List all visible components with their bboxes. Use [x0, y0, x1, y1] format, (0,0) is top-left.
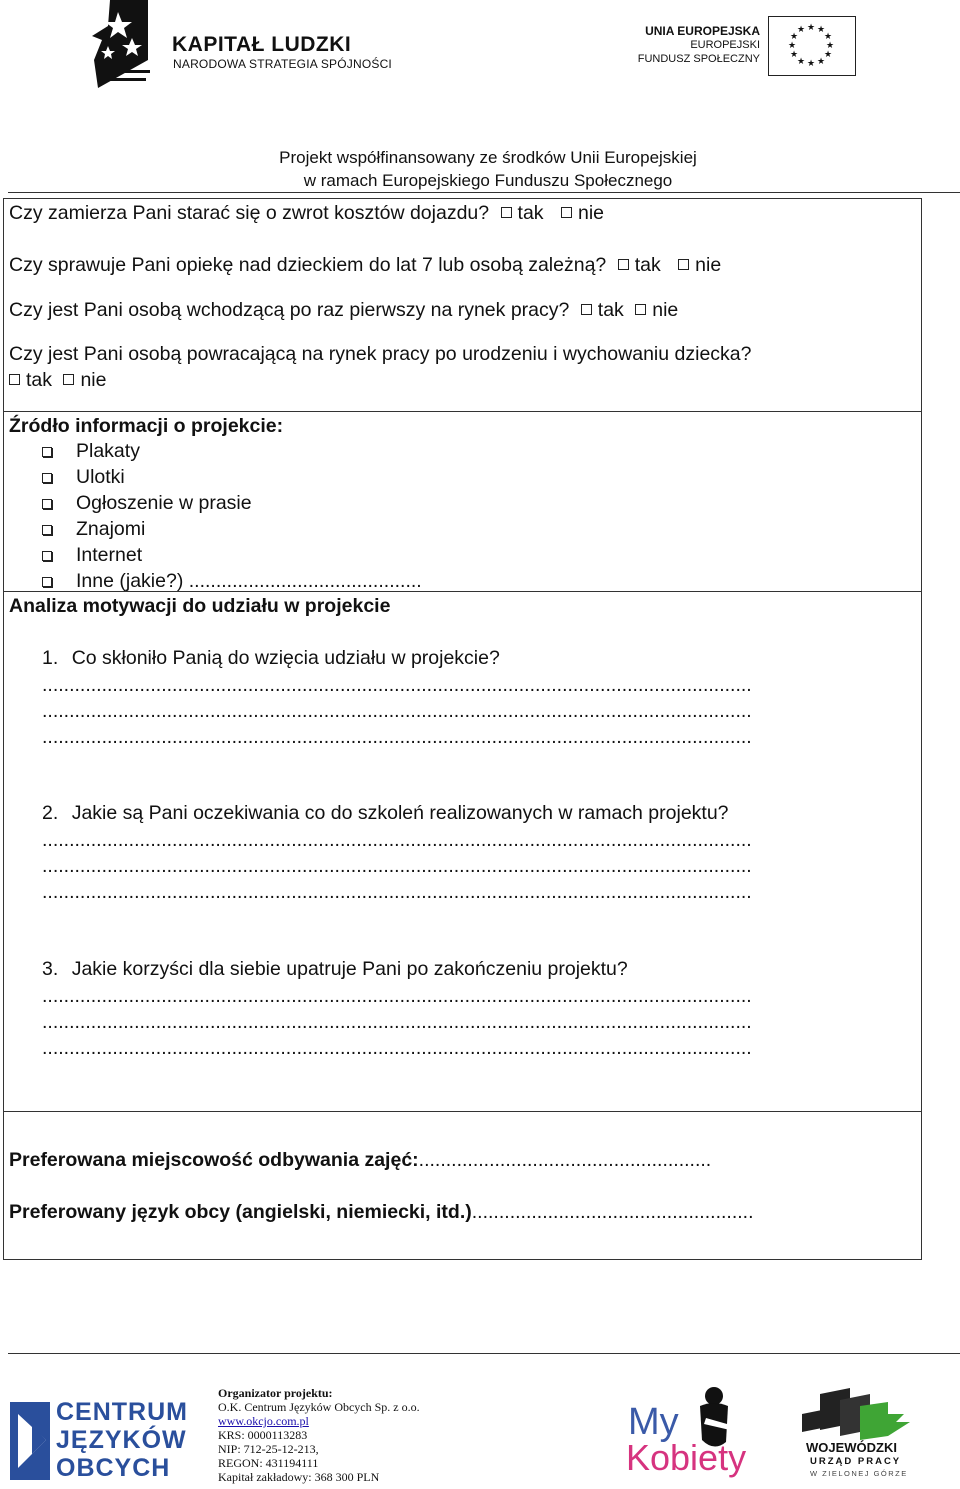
no-checkbox[interactable]	[678, 259, 689, 270]
question-travel-cost	[9, 201, 604, 225]
option-label: Inne (jakie?)	[76, 570, 184, 592]
checkbox-icon[interactable]	[42, 577, 52, 587]
svg-text:★: ★	[816, 57, 826, 67]
question-text: Co skłoniło Panią do wzięcia udziału w projekcie?	[71, 647, 500, 669]
motivation-question-2	[42, 801, 729, 825]
wup-line1: WOJEWÓDZKI	[806, 1440, 897, 1455]
cofinance-line2: w ramach Europejskiego Funduszu Społecznego	[303, 171, 673, 190]
question-number: 3.	[42, 958, 59, 980]
svg-text:★: ★	[823, 50, 833, 60]
option-label: Ulotki	[76, 466, 125, 488]
other-input-dots[interactable]: ...........................................	[188, 570, 422, 592]
organizer-name: O.K. Centrum Języków Obcych Sp. z o.o.	[218, 1400, 420, 1414]
no-checkbox[interactable]	[635, 304, 646, 315]
cjo-line3: OBCYCH	[56, 1454, 171, 1482]
question-text: Czy jest Pani osobą wchodzącą po raz pierwszy na rynek pracy?	[9, 299, 570, 321]
my-kobiety-logo	[622, 1382, 752, 1482]
question-first-job	[9, 298, 678, 322]
svg-text:★: ★	[823, 32, 833, 42]
option-label: Ogłoszenie w prasie	[76, 492, 252, 514]
organizer-capital: Kapitał zakładowy: 368 300 PLN	[218, 1470, 380, 1484]
form-bottom-border	[3, 1259, 922, 1260]
section-divider-1	[3, 411, 922, 412]
ue-logo-text	[600, 24, 760, 66]
question-text: Czy zamierza Pani starać się o zwrot kosztów dojazdu?	[9, 202, 490, 224]
motivation-heading: Analiza motywacji do udziału w projekcie	[9, 595, 391, 617]
checkbox-icon[interactable]	[42, 499, 52, 509]
svg-text:★: ★	[806, 59, 816, 69]
yes-label: tak	[26, 369, 53, 391]
question-returning-options	[3, 368, 106, 392]
ue-logo-line2: EUROPEJSKI	[690, 39, 760, 51]
answer-line[interactable]: ...................................................................................................................................	[42, 1037, 752, 1059]
organizer-website-link[interactable]: www.okcjo.com.pl	[218, 1414, 309, 1428]
yes-checkbox[interactable]	[618, 259, 629, 270]
answer-line[interactable]: ...................................................................................................................................	[42, 829, 752, 851]
source-option[interactable]	[42, 466, 422, 492]
no-label: nie	[577, 202, 605, 224]
no-label: nie	[652, 299, 679, 321]
option-label: Internet	[76, 544, 143, 566]
my-kobiety-line1: My	[628, 1401, 679, 1443]
source-option[interactable]	[42, 518, 422, 544]
yes-label: tak	[634, 254, 661, 276]
footer-divider	[8, 1353, 960, 1354]
ue-logo-line1: UNIA EUROPEJSKA	[645, 24, 760, 38]
no-label: nie	[695, 254, 722, 276]
svg-text:★: ★	[806, 23, 816, 33]
question-returning	[9, 342, 752, 366]
answer-line[interactable]: ...................................................................................................................................	[42, 726, 752, 748]
yes-label: tak	[517, 202, 544, 224]
cofinance-line1: Projekt współfinansowany ze środków Unii Europejskiej	[279, 148, 697, 167]
checkbox-icon[interactable]	[42, 473, 52, 483]
wup-line3: W ZIELONEJ GÓRZE	[810, 1469, 908, 1478]
svg-text:★: ★	[816, 25, 826, 35]
option-label: Plakaty	[76, 440, 140, 462]
kapital-ludzki-subtitle: NARODOWA STRATEGIA SPÓJNOŚCI	[173, 57, 392, 71]
yes-checkbox[interactable]	[501, 207, 512, 218]
question-text: Jakie korzyści dla siebie upatruje Pani po zakończeniu projektu?	[71, 958, 628, 980]
checkbox-icon[interactable]	[42, 447, 52, 457]
yes-checkbox[interactable]	[581, 304, 592, 315]
svg-text:★: ★	[789, 32, 799, 42]
svg-text:★: ★	[796, 25, 806, 35]
source-options-list	[42, 440, 422, 596]
svg-text:★: ★	[796, 57, 806, 67]
source-option[interactable]	[42, 492, 422, 518]
organizer-regon: REGON: 431194111	[218, 1456, 319, 1470]
question-number: 2.	[42, 802, 59, 824]
no-checkbox[interactable]	[63, 374, 74, 385]
organizer-nip: NIP: 712-25-12-213,	[218, 1442, 319, 1456]
form-top-border	[3, 198, 922, 199]
source-option[interactable]	[42, 440, 422, 466]
header-divider	[8, 192, 960, 193]
option-label: Znajomi	[76, 518, 146, 540]
answer-line[interactable]: ...................................................................................................................................	[42, 1011, 752, 1033]
source-option-other[interactable]	[42, 570, 422, 596]
no-checkbox[interactable]	[561, 207, 572, 218]
motivation-question-3	[42, 957, 628, 981]
organizer-krs: KRS: 0000113283	[218, 1428, 308, 1442]
question-text: Czy jest Pani osobą powracającą na rynek pracy po urodzeniu i wychowaniu dziecka?	[9, 343, 752, 365]
no-label: nie	[80, 369, 107, 391]
preferred-language-input[interactable]: ....................................................	[471, 1201, 754, 1223]
preferred-place	[9, 1148, 711, 1172]
svg-text:★: ★	[825, 41, 835, 51]
preferred-language	[9, 1200, 754, 1224]
svg-text:★: ★	[787, 41, 797, 51]
checkbox-icon[interactable]	[42, 551, 52, 561]
kapital-ludzki-logo	[88, 0, 168, 94]
wup-line2: URZĄD PRACY	[810, 1456, 902, 1467]
wup-logo	[800, 1384, 916, 1482]
svg-text:★: ★	[789, 50, 799, 60]
answer-line[interactable]: ...................................................................................................................................	[42, 985, 752, 1007]
cjo-logo-text	[56, 1398, 206, 1482]
preferred-place-label: Preferowana miejscowość odbywania zajęć:	[9, 1149, 419, 1171]
kapital-ludzki-title: KAPITAŁ LUDZKI	[172, 33, 352, 56]
question-number: 1.	[42, 647, 59, 669]
answer-line[interactable]: ...................................................................................................................................	[42, 881, 752, 903]
checkbox-icon[interactable]	[42, 525, 52, 535]
yes-label: tak	[597, 299, 624, 321]
preferred-language-label: Preferowany język obcy (angielski, niemiecki, itd.)	[9, 1201, 472, 1223]
answer-line[interactable]: ...................................................................................................................................	[42, 855, 752, 877]
source-heading: Źródło informacji o projekcie:	[9, 415, 284, 437]
answer-line[interactable]: ...................................................................................................................................	[42, 700, 752, 722]
organizer-info	[218, 1386, 420, 1484]
eu-flag-icon	[768, 16, 856, 76]
organizer-title: Organizator projektu:	[218, 1386, 333, 1400]
motivation-question-1	[42, 646, 500, 670]
answer-line[interactable]: ...................................................................................................................................	[42, 674, 752, 696]
my-kobiety-line2: Kobiety	[626, 1437, 747, 1478]
question-childcare	[9, 253, 721, 277]
section-divider-3	[3, 1111, 922, 1112]
yes-checkbox[interactable]	[9, 374, 20, 385]
source-option[interactable]	[42, 544, 422, 570]
ue-logo-line3: FUNDUSZ SPOŁECZNY	[637, 53, 760, 65]
cjo-line2: JĘZYKÓW	[56, 1426, 187, 1454]
cjo-line1: CENTRUM	[56, 1398, 188, 1426]
cofinance-note	[0, 146, 960, 192]
preferred-place-input[interactable]: ......................................................	[418, 1149, 712, 1171]
question-text: Jakie są Pani oczekiwania co do szkoleń realizowanych w ramach projektu?	[71, 802, 729, 824]
question-text: Czy sprawuje Pani opiekę nad dzieckiem do lat 7 lub osobą zależną?	[9, 254, 607, 276]
